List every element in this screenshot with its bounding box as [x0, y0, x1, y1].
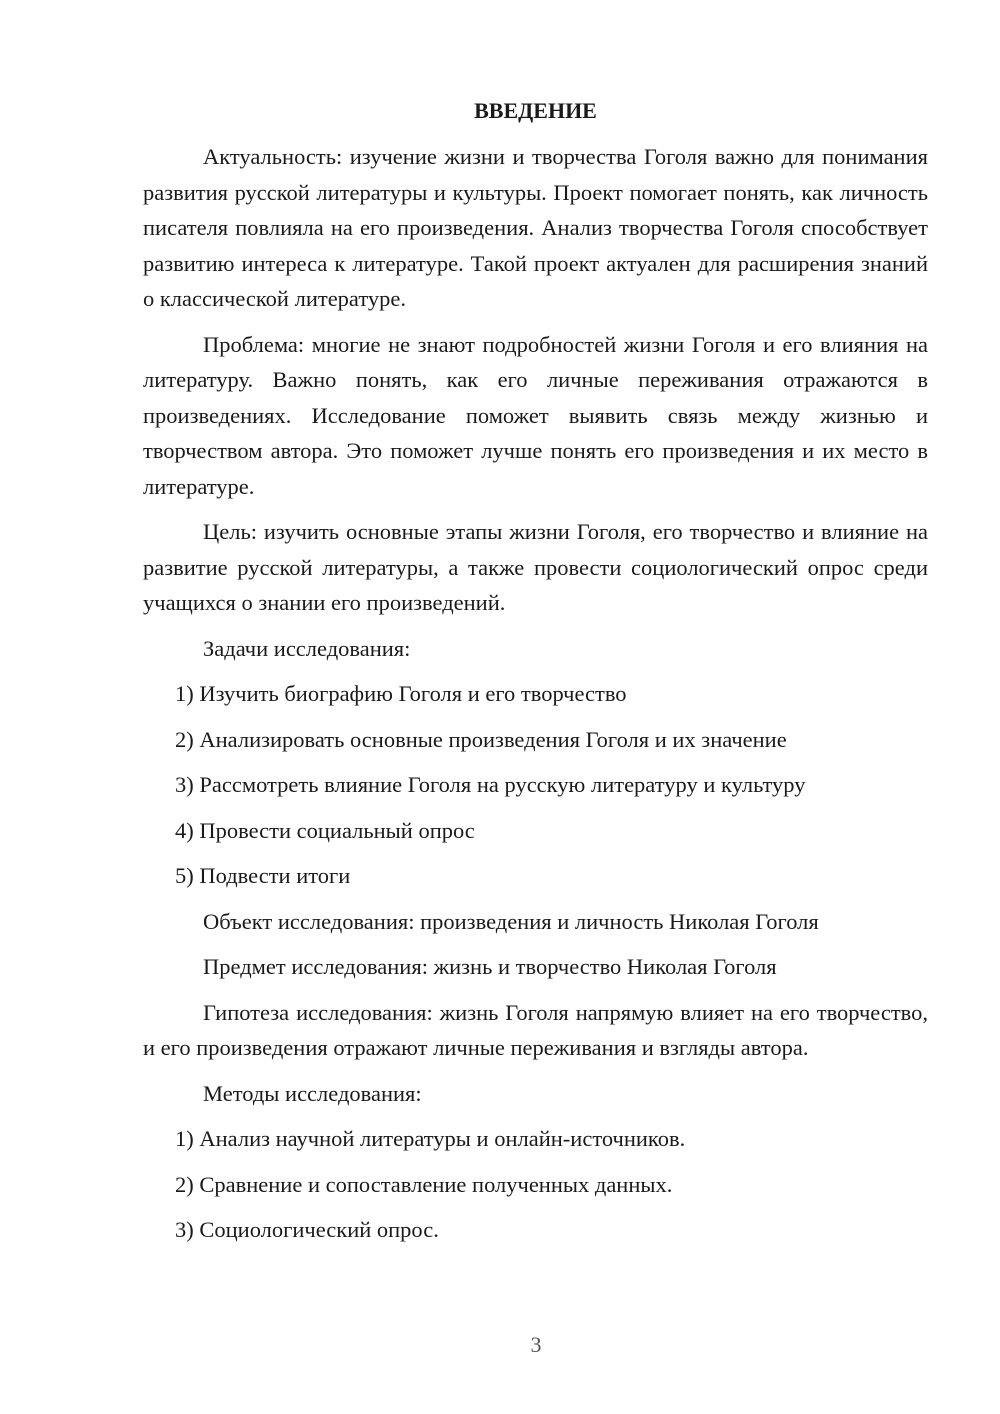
page-content [143, 96, 928, 1258]
section-title: ВВЕДЕНИЕ [474, 98, 597, 123]
goal-paragraph: Цель: изучить основные этапы жизни Гоголя, его творчество и влияние на развитие русской литературы, а также провести социологический опрос среди учащихся о знании его произведений. [143, 519, 928, 615]
task-item: 5) Подвести итоги [175, 863, 351, 888]
methods-heading: Методы исследования: [203, 1080, 422, 1106]
hypothesis-paragraph: Гипотеза исследования: жизнь Гоголя напрямую влияет на его творчество, и его произведения отражают личные переживания и взгляды автора. [143, 999, 928, 1060]
page-number: 3 [530, 1332, 542, 1357]
task-item: 4) Провести социальный опрос [175, 817, 475, 843]
task-item: 2) Анализировать основные произведения Гоголя и их значение [175, 726, 787, 752]
problem-paragraph: Проблема: многие не знают подробностей жизни Гоголя и его влияния на литературу. Важно понять, как его личные переживания отражаются в произведениях. Исследование поможет выявить связь между жизнью и творчеством автора. Это поможет лучше понять его произведения и их место в литературе. [143, 331, 928, 499]
method-item: 3) Социологический опрос. [175, 1217, 439, 1242]
task-item: 1) Изучить биографию Гоголя и его творчество [175, 681, 627, 706]
method-item: 2) Сравнение и сопоставление полученных данных. [175, 1171, 673, 1197]
object-line: Объект исследования: произведения и личность Николая Гоголя [203, 908, 819, 934]
subject-line: Предмет исследования: жизнь и творчество Николая Гоголя [203, 954, 777, 979]
tasks-heading: Задачи исследования: [203, 635, 411, 661]
relevance-paragraph: Актуальность: изучение жизни и творчества Гоголя важно для понимания развития русской литературы и культуры. Проект помогает понять, как личность писателя повлияла на его произведения. Анализ творчества Гоголя способствует развитию интереса к литературе. Такой проект актуален для расширения знаний о классической литературе. [143, 144, 928, 311]
method-item: 1) Анализ научной литературы и онлайн-источников. [175, 1126, 686, 1151]
task-item: 3) Рассмотреть влияние Гоголя на русскую литературу и культуру [175, 772, 806, 797]
